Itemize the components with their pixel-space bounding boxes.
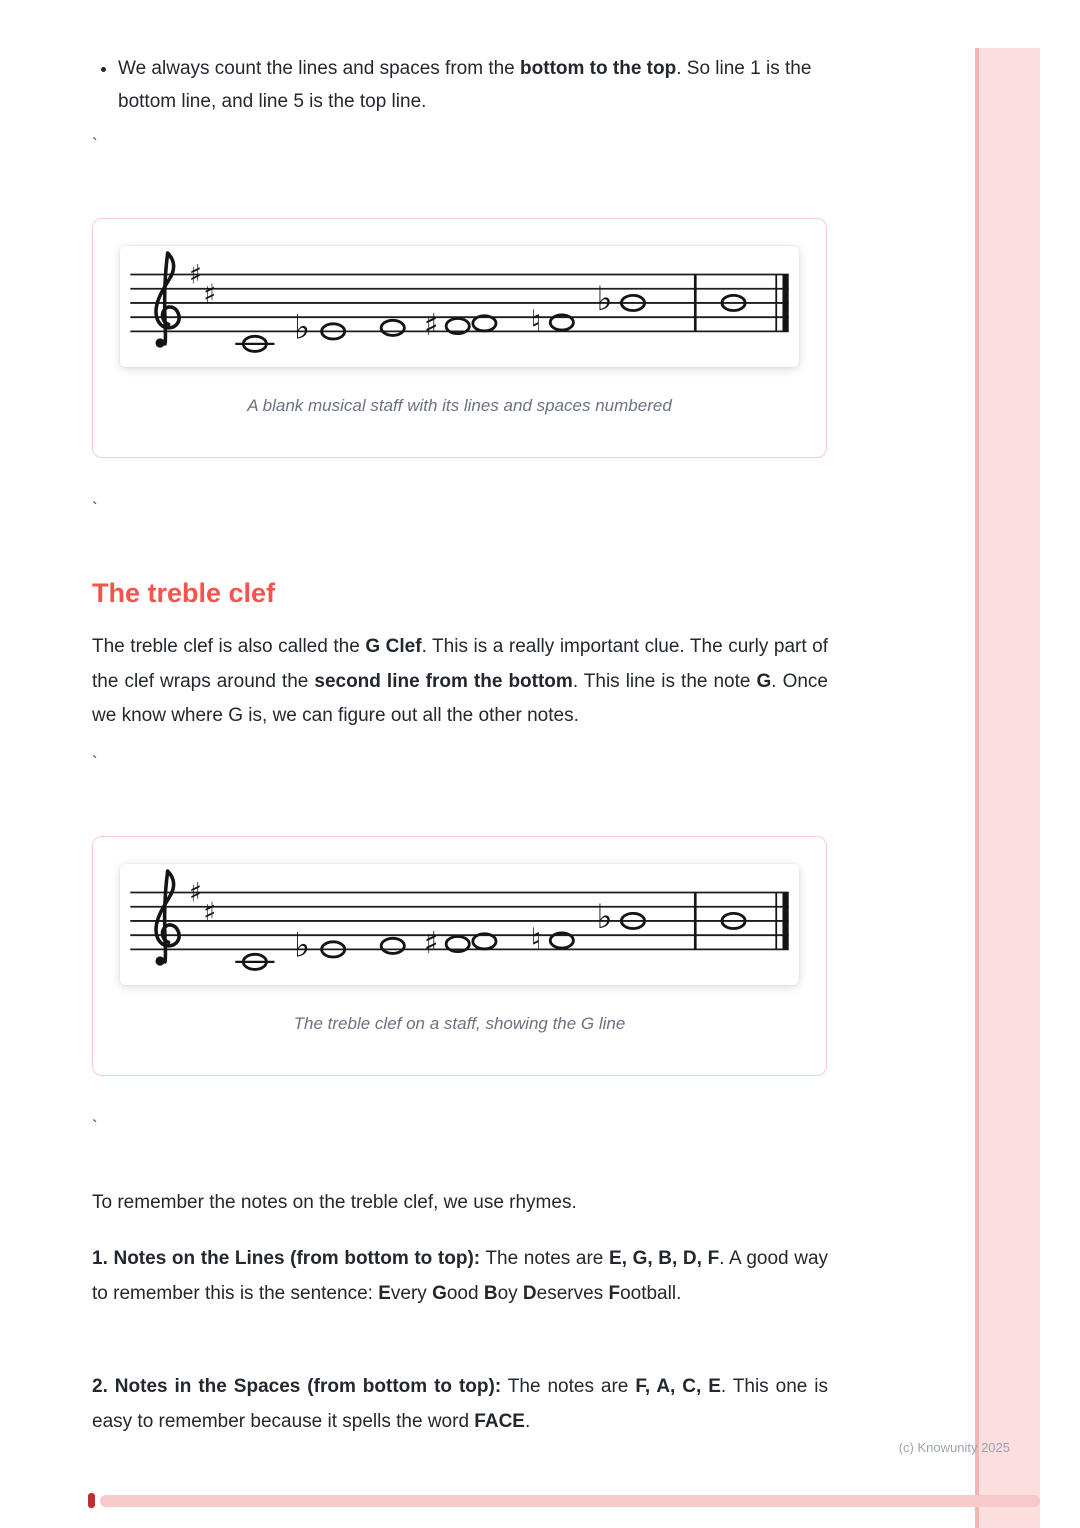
musical-staff-image-1: [120, 246, 799, 367]
bullet-item: [118, 52, 850, 118]
svg-text:♯: ♯: [189, 259, 202, 291]
figure-caption-2: The treble clef on a staff, showing the G line: [293, 1014, 626, 1033]
treble-clef-paragraph: The treble clef is also called the G Clef. This is a really important clue. The curly part of the clef wraps around the second line from the bottom. This line is the note G. Once we know where G is, we can figure out all the other notes.: [92, 636, 829, 727]
svg-text:♯: ♯: [203, 278, 217, 310]
bullet-text: We always count the lines and spaces from the bottom to the top. So line 1 is the bottom line, and line 5 is the top line.: [118, 58, 812, 113]
stray-backtick-2: `: [92, 499, 98, 518]
right-margin-strip: [975, 48, 1040, 1528]
svg-text:♭: ♭: [596, 897, 613, 937]
rhyme-lines-paragraph: 1. Notes on the Lines (from bottom to top): The notes are E, G, B, D, F. A good way to remember this is the sentence: Every Good Boy Deserves Football.: [92, 1248, 829, 1304]
figure-card-treble-clef: [92, 836, 827, 1076]
stray-backtick-3: `: [92, 753, 98, 772]
section-heading-treble-clef: The treble clef: [92, 578, 276, 608]
stray-backtick-4: `: [92, 1117, 98, 1136]
staff-lines: [130, 892, 788, 949]
stray-backtick-1: `: [92, 135, 98, 154]
svg-text:♮: ♮: [530, 304, 542, 340]
svg-text:♭: ♭: [294, 307, 310, 347]
svg-text:♯: ♯: [203, 896, 217, 928]
svg-text:♭: ♭: [596, 279, 613, 319]
rhymes-intro: To remember the notes on the treble clef, we use rhymes.: [92, 1192, 577, 1213]
final-barline: [782, 274, 788, 331]
svg-text:♯: ♯: [423, 307, 439, 343]
figure-caption-1: A blank musical staff with its lines and spaces numbered: [247, 396, 672, 415]
treble-clef-icon: [155, 871, 179, 965]
treble-clef-icon: [155, 253, 179, 347]
bottom-divider-bar: [100, 1495, 1040, 1507]
rhyme-spaces-paragraph: 2. Notes in the Spaces (from bottom to top): The notes are F, A, C, E. This one is easy to remember because it spells the word FACE.: [92, 1376, 828, 1432]
staff-svg: [120, 864, 799, 985]
copyright-notice: (c) Knowunity 2025: [898, 1440, 1010, 1455]
bullet-list: [96, 52, 850, 118]
bottom-bar-cap: [88, 1493, 95, 1508]
final-barline: [782, 892, 788, 949]
staff-svg: [120, 246, 799, 367]
svg-text:♭: ♭: [294, 925, 310, 965]
figure-card-blank-staff: [92, 218, 827, 458]
musical-staff-image-2: [120, 864, 799, 985]
svg-text:♯: ♯: [189, 877, 202, 909]
svg-text:♯: ♯: [423, 925, 439, 961]
svg-text:♮: ♮: [530, 922, 542, 958]
staff-lines: [130, 274, 788, 331]
